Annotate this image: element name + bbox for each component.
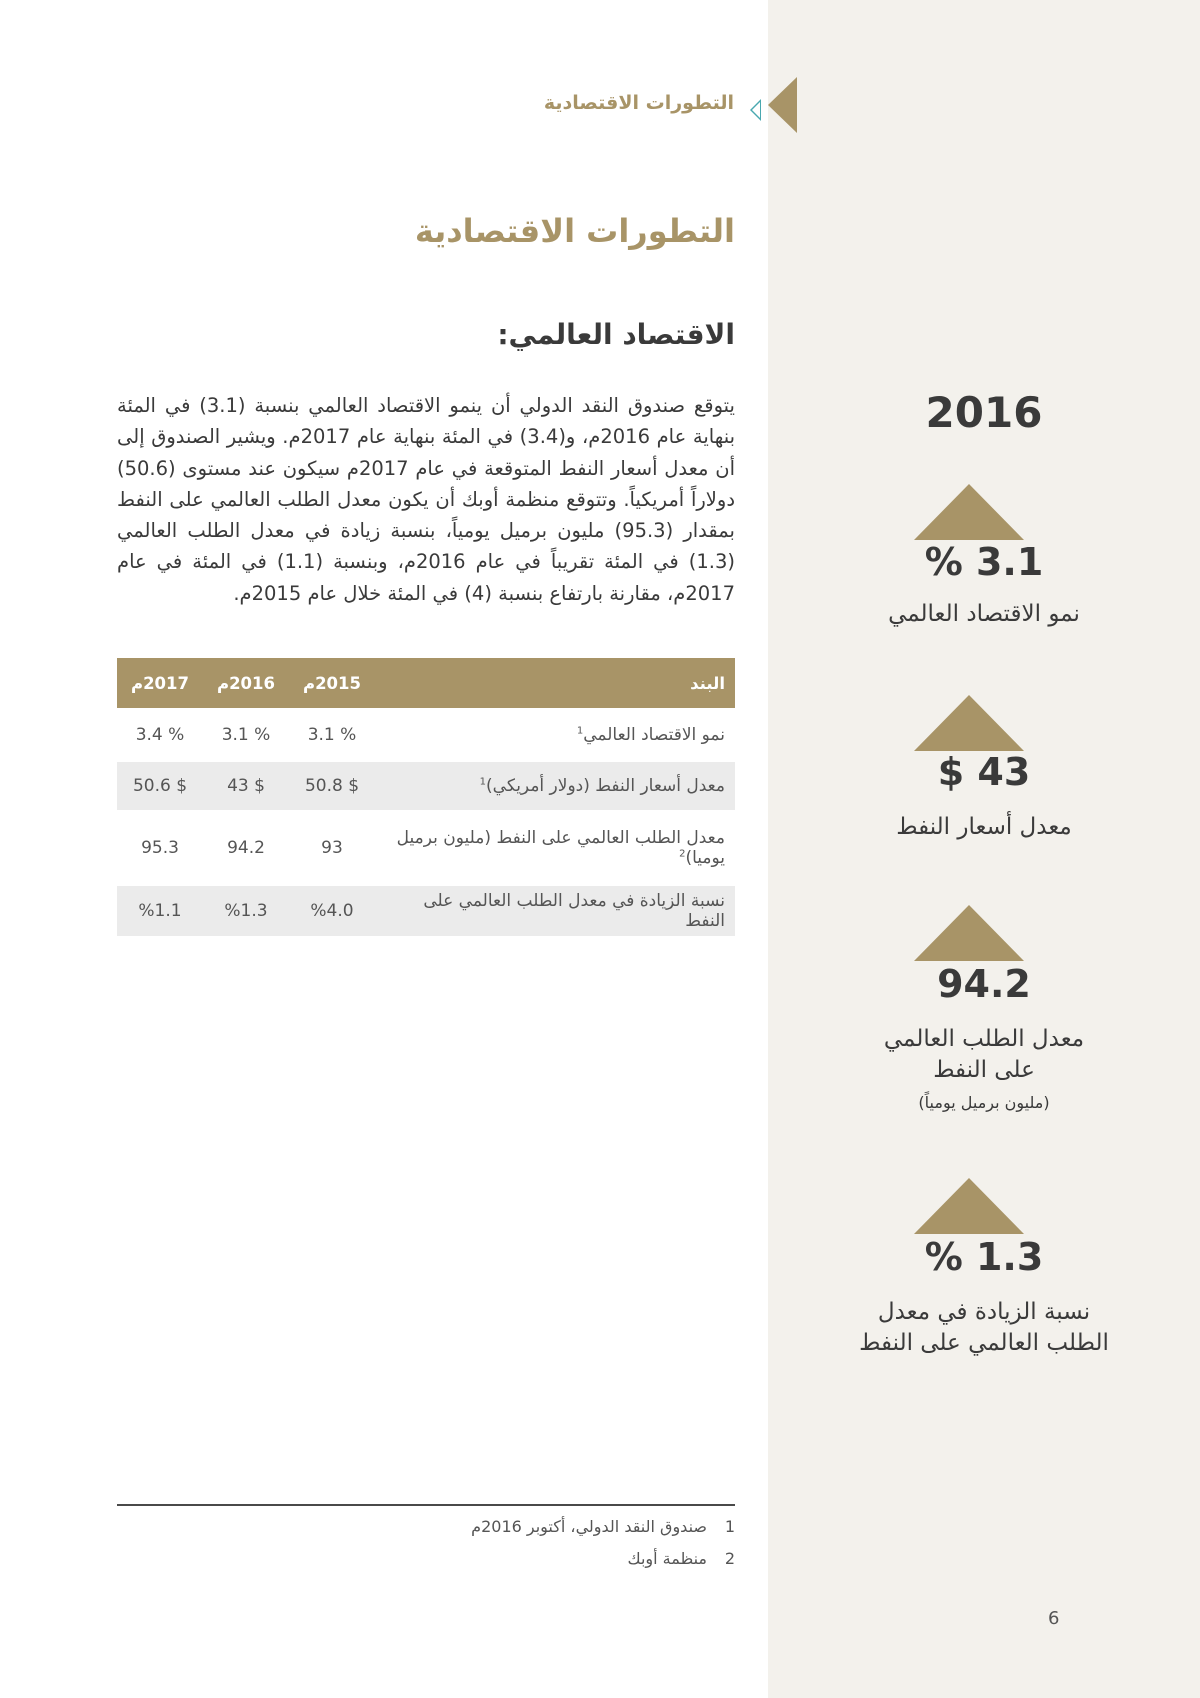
footnote-divider (117, 1504, 735, 1506)
page-number: 6 (1048, 1608, 1060, 1629)
footnote-text: منظمة أوبك (627, 1549, 707, 1568)
table-row (117, 810, 735, 886)
gold-triangle-icon (768, 77, 797, 133)
footnote-text: صندوق النقد الدولي، أكتوبر 2016م (471, 1517, 707, 1536)
table-cell: % 3.4 (135, 725, 185, 745)
table-cell: 95.3 (141, 838, 179, 858)
footnote-2 (627, 1549, 735, 1568)
running-header-title: التطورات الاقتصادية (543, 92, 734, 114)
table-header-2015: 2015م (289, 658, 375, 708)
table-cell: %4.0 (289, 886, 375, 936)
stat-label: معدل أسعار النفط (896, 814, 1072, 840)
stat-value: % 3.1 (924, 540, 1044, 584)
table-cell: 93 (321, 838, 343, 858)
table-cell: %1.1 (117, 886, 203, 936)
footnote-1 (471, 1517, 735, 1536)
stat-value: % 1.3 (924, 1235, 1044, 1279)
table-header-row (117, 658, 735, 708)
body-paragraph: يتوقع صندوق النقد الدولي أن ينمو الاقتصاد العالمي بنسبة (3.1) في المئة بنهاية عام 2016م، و(3.4) في المئة بنهاية عام 2017م. ويشير الصندوق إلى أن معدل أسعار النفط المتوقعة في عام 2017م سيكون عند مستوى (50.6) دولاراً أمريكياً. وتتوقع منظمة أوبك أن يكون معدل الطلب العالمي على النفط بمقدار (95.3) مليون برميل يومياً، بنسبة زيادة في معدل الطلب العالمي (1.3) في المئة تقريباً في عام 2016م، وبنسبة (1.1) في المئة في عام 2017م، مقارنة بارتفاع بنسبة (4) في المئة خلال عام 2015م. (117, 394, 736, 605)
stat-label: معدل الطلب العالمي (883, 1026, 1085, 1052)
table-cell-item: نسبة الزيادة في معدل الطلب العالمي على النفط (375, 886, 735, 936)
table-cell: $ 43 (203, 762, 289, 810)
sidebar-year: 2016 (925, 388, 1043, 437)
up-triangle-icon (914, 695, 1024, 751)
table-row (117, 708, 735, 762)
up-triangle-icon (914, 905, 1024, 961)
stat-value: $ 43 (937, 750, 1031, 794)
up-triangle-icon (914, 1178, 1024, 1234)
stat-label-line2: على النفط (933, 1057, 1035, 1083)
stat-label-line2: الطلب العالمي على النفط (859, 1330, 1109, 1356)
table-header-2016: 2016م (203, 658, 289, 708)
table-cell: $ 50.8 (289, 762, 375, 810)
up-triangle-icon (914, 484, 1024, 540)
table-header-2017: 2017م (117, 658, 203, 708)
table-row (117, 762, 735, 810)
stat-value: 94.2 (937, 962, 1031, 1006)
footnote-number: 1 (724, 1517, 735, 1536)
table-cell: % 3.1 (307, 725, 357, 745)
sidebar-background (768, 0, 1200, 1698)
footnote-number: 2 (724, 1549, 735, 1568)
section-title: الاقتصاد العالمي: (497, 318, 735, 351)
table-cell: 94.2 (227, 838, 265, 858)
page-title: التطورات الاقتصادية (414, 212, 735, 250)
table-cell: $ 50.6 (117, 762, 203, 810)
table-cell-item: معدل الطلب العالمي على النفط (مليون برميل يوميا)$^2$ (396, 828, 725, 868)
running-header (500, 86, 800, 136)
table-cell: %1.3 (203, 886, 289, 936)
table-cell-item: معدل أسعار النفط (دولار أمريكي)$^1$ (375, 762, 735, 810)
table-cell: % 3.1 (221, 725, 271, 745)
teal-triangle-icon (750, 99, 761, 121)
stat-label: نمو الاقتصاد العالمي (888, 601, 1080, 627)
table-row (117, 886, 735, 936)
stat-label: نسبة الزيادة في معدل (877, 1299, 1091, 1325)
table-header-item: البند (375, 658, 735, 708)
stat-note: (مليون برميل يومياً) (918, 1093, 1050, 1112)
indicators-table (117, 658, 735, 936)
table-cell-item: نمو الاقتصاد العالمي$^1$ (576, 725, 725, 745)
